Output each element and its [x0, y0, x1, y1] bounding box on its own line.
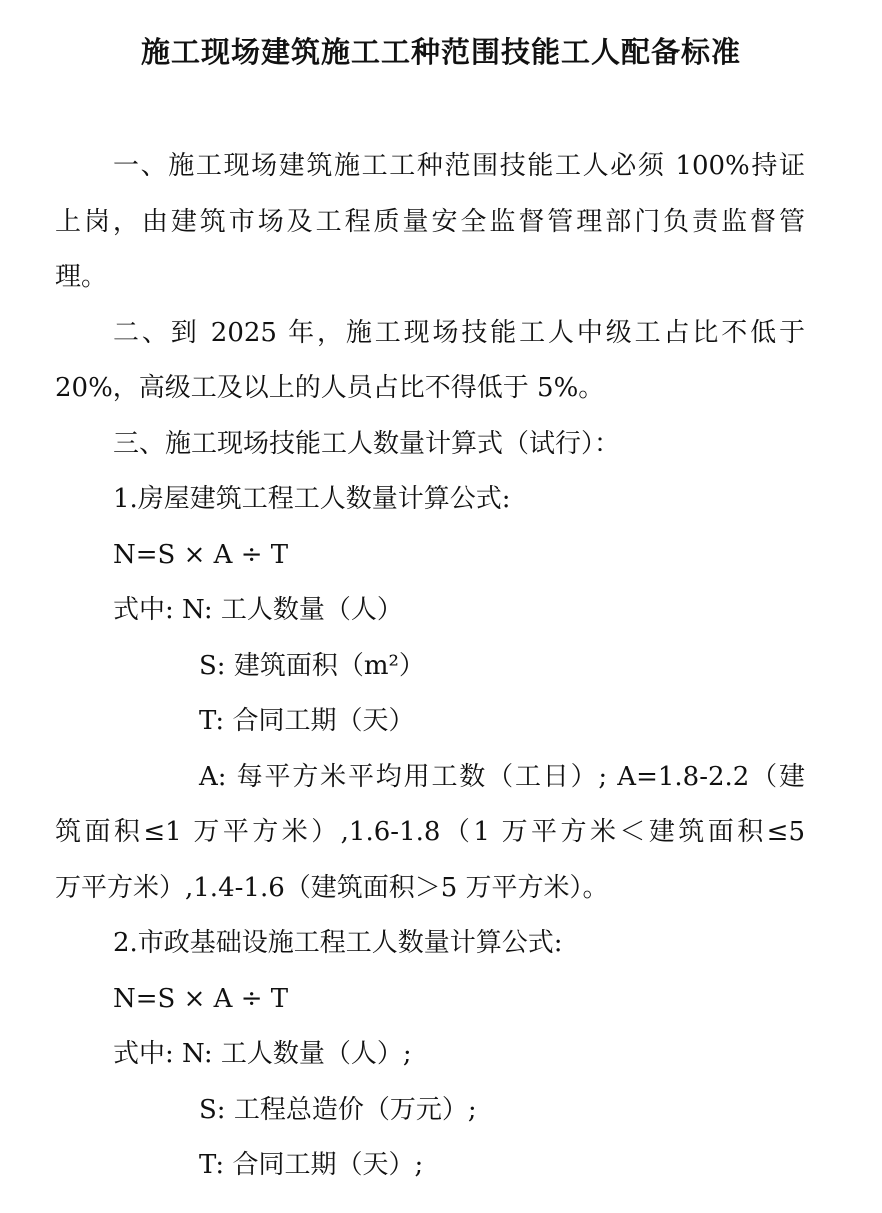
section-1-var-a-line-2: 筑面积≤1 万平方米）,1.6-1.8（1 万平方米＜建筑面积≤5	[55, 817, 805, 847]
section-2-heading: 2.市政基础设施工程工人数量计算公式:	[113, 928, 563, 958]
section-1-formula: N=S × A ÷ T	[113, 540, 289, 570]
section-1-var-a-line-1: A: 每平方米平均用工数（工日）; A=1.8-2.2（建	[199, 762, 805, 792]
section-1-var-n: 式中: N: 工人数量（人）	[113, 595, 403, 625]
section-1-heading: 1.房屋建筑工程工人数量计算公式:	[113, 484, 511, 514]
paragraph-3-heading: 三、施工现场技能工人数量计算式（试行）：	[113, 429, 621, 459]
paragraph-2-line-1: 二、到 2025 年，施工现场技能工人中级工占比不低于	[113, 318, 805, 348]
paragraph-1-line-3: 理。	[55, 262, 108, 292]
document-title: 施工现场建筑施工工种范围技能工人配备标准	[140, 35, 741, 69]
paragraph-2-line-2: 20%，高级工及以上的人员占比不得低于 5%。	[55, 373, 605, 403]
section-2-formula: N=S × A ÷ T	[113, 984, 289, 1014]
paragraph-1-line-2: 上岗，由建筑市场及工程质量安全监督管理部门负责监督管	[55, 207, 805, 237]
section-1-var-t: T: 合同工期（天）	[199, 706, 415, 736]
section-2-var-t: T: 合同工期（天）;	[199, 1150, 424, 1180]
section-1-var-a-line-3: 万平方米）,1.4-1.6（建筑面积＞5 万平方米）。	[55, 873, 609, 903]
paragraph-1-line-1: 一、施工现场建筑施工工种范围技能工人必须 100%持证	[113, 151, 805, 181]
section-2-var-n: 式中: N: 工人数量（人）;	[113, 1039, 412, 1069]
section-2-var-s: S: 工程总造价（万元）;	[199, 1095, 477, 1125]
section-1-var-s: S: 建筑面积（m²）	[199, 651, 425, 681]
